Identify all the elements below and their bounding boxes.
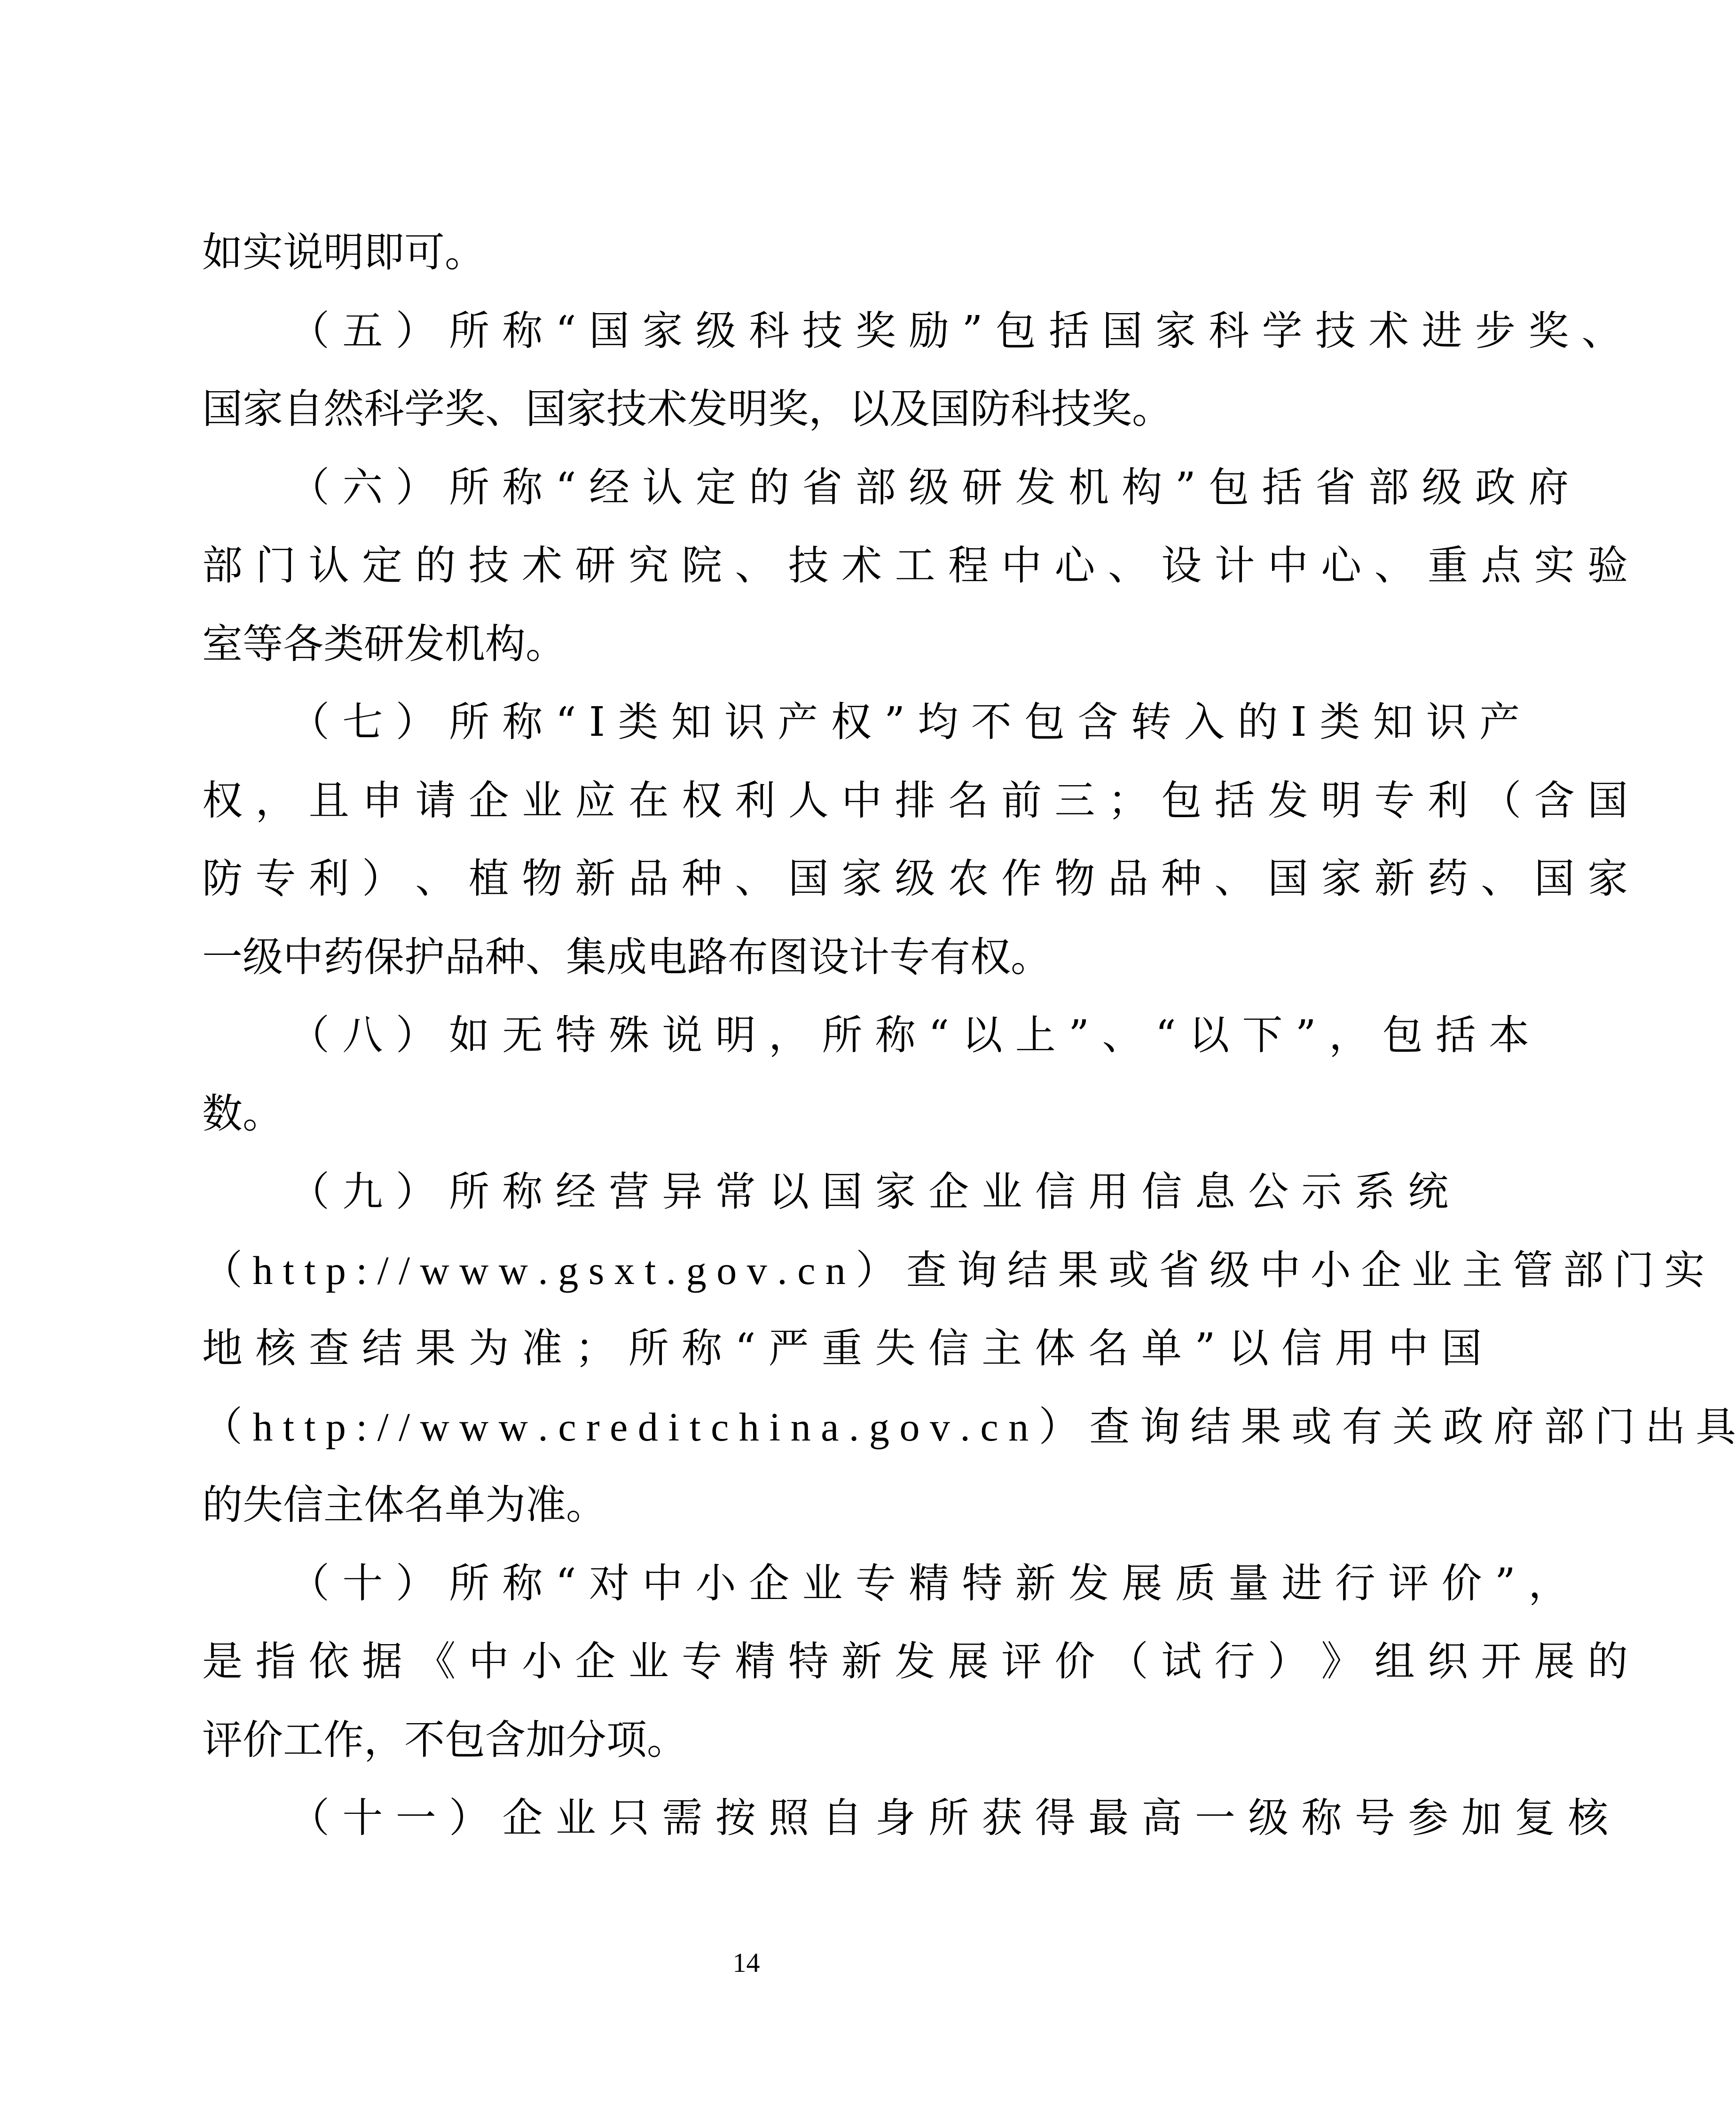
- text-line: 地 核 查 结 果 为 准 ； 所 称 “ 严 重 失 信 主 体 名 单 ” 以 信 用 中 国: [202, 1325, 1482, 1372]
- text-line: 防 专 利 ） 、 植 物 新 品 种 、 国 家 级 农 作 物 品 种 、 国 家 新 药 、 国 家: [202, 855, 1628, 902]
- text-line: 如实说明即可。: [202, 229, 485, 276]
- text-line: 的失信主体名单为准。: [202, 1481, 606, 1528]
- gsxt-link-line: （ h t t p : / / w w w . g s x t . g o v . c n ） 查 询 结 果 或 省 级 中 小 企 业 主 管 部 门 实: [202, 1247, 1705, 1293]
- text-line: 评价工作，不包含加分项。: [202, 1716, 687, 1764]
- creditchina-link-line: （ h t t p : / / w w w . c r e d i t c h i n a . g o v . c n ） 查 询 结 果 或 有 关 政 府 部 门 出 具: [202, 1404, 1736, 1449]
- paragraph-8-line: （ 八 ） 如 无 特 殊 说 明 ， 所 称 “ 以 上 ” 、 “ 以 下 ” ， 包 括 本: [289, 1012, 1530, 1059]
- paragraph-6-line: （ 六 ） 所 称 “ 经 认 定 的 省 部 级 研 发 机 构 ” 包 括 省 部 级 政 府: [289, 464, 1569, 511]
- text-line: 部 门 认 定 的 技 术 研 究 院 、 技 术 工 程 中 心 、 设 计 中 心 、 重 点 实 验: [202, 542, 1628, 589]
- body-text: [202, 213, 1736, 1858]
- text-line: 一级中药保护品种、集成电路布图设计专有权。: [202, 933, 1051, 981]
- text-line: 数。: [202, 1090, 283, 1137]
- page-number: 14: [732, 1947, 760, 1978]
- paragraph-9-line: （ 九 ） 所 称 经 营 异 常 以 国 家 企 业 信 用 信 息 公 示 系 统: [289, 1168, 1449, 1215]
- paragraph-5-line: （ 五 ） 所 称 “ 国 家 级 科 技 奖 励 ” 包 括 国 家 科 学 技 术 进 步 奖 、: [289, 307, 1622, 354]
- text-line: 国家自然科学奖、国家技术发明奖，以及国防科技奖。: [202, 386, 1172, 433]
- text-line: 权 ， 且 申 请 企 业 应 在 权 利 人 中 排 名 前 三 ； 包 括 发 明 专 利 （ 含 国: [202, 777, 1628, 824]
- paragraph-10-line: （ 十 ） 所 称 “ 对 中 小 企 业 专 精 特 新 发 展 质 量 进 行 评 价 ” ，: [289, 1560, 1569, 1607]
- paragraph-11-line: （ 十 一 ） 企 业 只 需 按 照 自 身 所 获 得 最 高 一 级 称 号 参 加 复 核: [289, 1795, 1609, 1842]
- text-line: 室等各类研发机构。: [202, 620, 566, 668]
- paragraph-7-line: （ 七 ） 所 称 “ Ⅰ 类 知 识 产 权 ” 均 不 包 含 转 入 的 Ⅰ 类 知 识 产: [289, 699, 1520, 746]
- text-line: 是 指 依 据 《 中 小 企 业 专 精 特 新 发 展 评 价 （ 试 行 ） 》 组 织 开 展 的: [202, 1638, 1628, 1685]
